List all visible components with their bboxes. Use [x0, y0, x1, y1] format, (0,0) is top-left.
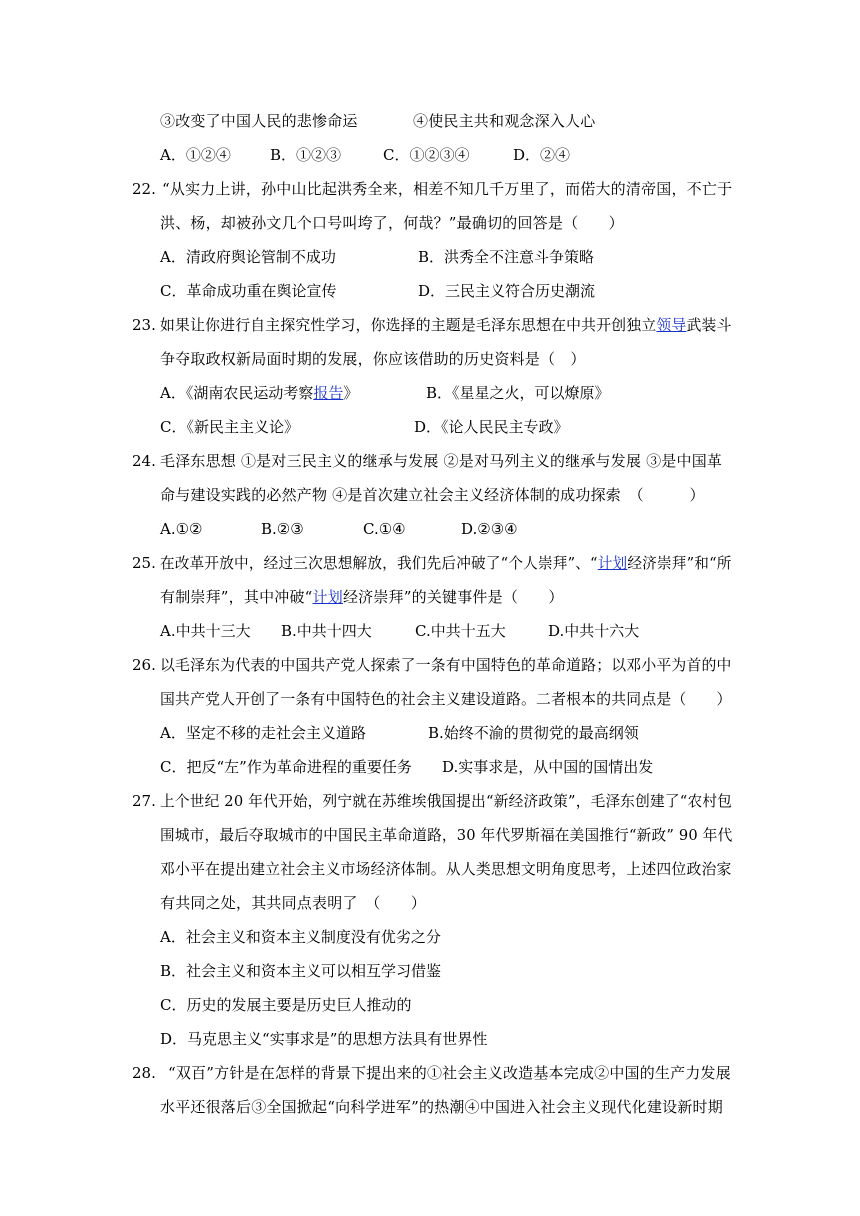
q28-number: 28.: [132, 1064, 156, 1082]
q27-option-b: B．社会主义和资本主义可以相互学习借鉴: [160, 962, 442, 980]
q27-option-d: D．马克思主义“实事求是”的思想方法具有世界性: [160, 1030, 488, 1048]
q24-option-b: B.②③: [261, 520, 304, 538]
link-baogao[interactable]: 报告: [313, 384, 344, 402]
q27-option-a: A．社会主义和资本主义制度没有优劣之分: [160, 928, 441, 946]
q22-number: 22.: [132, 180, 156, 198]
q25-number: 25.: [132, 554, 156, 572]
q25-stem-line-2: [160, 587, 564, 607]
q21-option-b: B．①②③: [270, 146, 342, 164]
q25-stem-line-1: [160, 553, 732, 573]
q26-number: 26.: [132, 656, 156, 674]
q23-option-c: C．《新民主主义论》: [160, 418, 299, 436]
q25-option-c: C.中共十五大: [415, 622, 506, 640]
link-jihua-1[interactable]: 计划: [597, 554, 628, 572]
q26-option-c: C．把反“左”作为革命进程的重要任务: [160, 758, 412, 776]
q22-option-c: C．革命成功重在舆论宣传: [160, 282, 337, 300]
q24-option-c: C.①④: [363, 520, 406, 538]
q22-option-b: B．洪秀全不注意斗争策略: [418, 248, 595, 266]
q22-stem-line-1: “从实力上讲，孙中山比起洪秀全来，相差不知几千万里了，而偌大的清帝国，不亡于: [162, 180, 733, 198]
q23-option-a-text-a: A．《湖南农民运动考察: [160, 384, 314, 402]
q24-option-d: D.②③④: [461, 520, 518, 538]
q21-option-d: D．②④: [513, 146, 571, 164]
link-lingdao[interactable]: 领导: [656, 316, 687, 334]
q28-stem-line-1: “双百”方针是在怎样的背景下提出来的①社会主义改造基本完成②中国的生产力发展: [168, 1064, 731, 1082]
q24-number: 24.: [132, 452, 156, 470]
q25-stem-text-b: 经济崇拜”和“所: [627, 554, 732, 572]
q23-stem-text-a: 如果让你进行自主探究性学习，你选择的主题是毛泽东思想在中共开创独立: [160, 316, 657, 334]
q25-option-d: D.中共十六大: [548, 622, 640, 640]
q24-stem-line-2: 命与建设实践的必然产物 ④是首次建立社会主义经济体制的成功探索 （ ）: [160, 486, 705, 504]
q23-number: 23.: [132, 316, 156, 334]
q21-option-c: C．①②③④: [383, 146, 470, 164]
q27-stem-line-4: 有共同之处，其共同点表明了 （ ）: [160, 894, 427, 912]
q27-option-c: C．历史的发展主要是历史巨人推动的: [160, 996, 412, 1014]
q23-stem-text-b: 武装斗: [686, 316, 732, 334]
q25-stem-text-d: 经济崇拜”的关键事件是（ ）: [342, 588, 564, 606]
q23-option-d: D．《论人民民主专政》: [414, 418, 569, 436]
q23-stem-line-1: [160, 315, 732, 335]
q26-option-b: B.始终不渝的贯彻党的最高纲领: [428, 724, 639, 742]
q26-stem-line-1: 以毛泽东为代表的中国共产党人探索了一条有中国特色的革命道路；以邓小平为首的中: [160, 656, 732, 674]
q23-option-a-text-b: 》: [343, 384, 359, 402]
q27-stem-line-3: 邓小平在提出建立社会主义市场经济体制。从人类思想文明角度思考，上述四位政治家: [160, 860, 732, 878]
q25-stem-text-c: 有制崇拜”，其中冲破“: [160, 588, 313, 606]
q23-option-b: B．《星星之火，可以燎原》: [426, 384, 610, 402]
q26-option-d: D.实事求是，从中国的国情出发: [442, 758, 654, 776]
q23-option-a: [160, 383, 358, 403]
q21-item-3: ③改变了中国人民的悲惨命运: [160, 112, 358, 130]
q21-option-a: A．①②④: [160, 146, 231, 164]
q27-stem-line-1: 上个世纪 20 年代开始，列宁就在苏维埃俄国提出“新经济政策”，毛泽东创建了“农村包: [160, 792, 733, 810]
q26-stem-line-2: 国共产党人开创了一条有中国特色的社会主义建设道路。二者根本的共同点是（ ）: [160, 690, 732, 708]
q22-option-a: A．清政府舆论管制不成功: [160, 248, 336, 266]
q24-option-a: A.①②: [160, 520, 203, 538]
q24-stem-line-1: 毛泽东思想 ①是对三民主义的继承与发展 ②是对马列主义的继承与发展 ③是中国革: [160, 452, 723, 470]
q22-stem-line-2: 洪、杨，却被孙文几个口号叫垮了，何哉？”最确切的回答是（ ）: [160, 214, 624, 232]
q22-option-d: D．三民主义符合历史潮流: [418, 282, 596, 300]
q25-option-b: B.中共十四大: [281, 622, 372, 640]
q27-number: 27.: [132, 792, 156, 810]
q28-stem-line-2: 水平还很落后③全国掀起“向科学进军”的热潮④中国进入社会主义现代化建设新时期: [160, 1098, 723, 1116]
q25-option-a: A.中共十三大: [160, 622, 251, 640]
q21-item-4: ④使民主共和观念深入人心: [413, 112, 596, 130]
q27-stem-line-2: 围城市，最后夺取城市的中国民主革命道路，30 年代罗斯福在美国推行“新政” 90 年代: [160, 826, 733, 844]
q26-option-a: A．坚定不移的走社会主义道路: [160, 724, 366, 742]
link-jihua-2[interactable]: 计划: [312, 588, 343, 606]
q25-stem-text-a: 在改革开放中，经过三次思想解放，我们先后冲破了“个人崇拜”、“: [160, 554, 598, 572]
q23-stem-line-2: 争夺取政权新局面时期的发展，你应该借助的历史资料是（ ）: [160, 350, 586, 368]
